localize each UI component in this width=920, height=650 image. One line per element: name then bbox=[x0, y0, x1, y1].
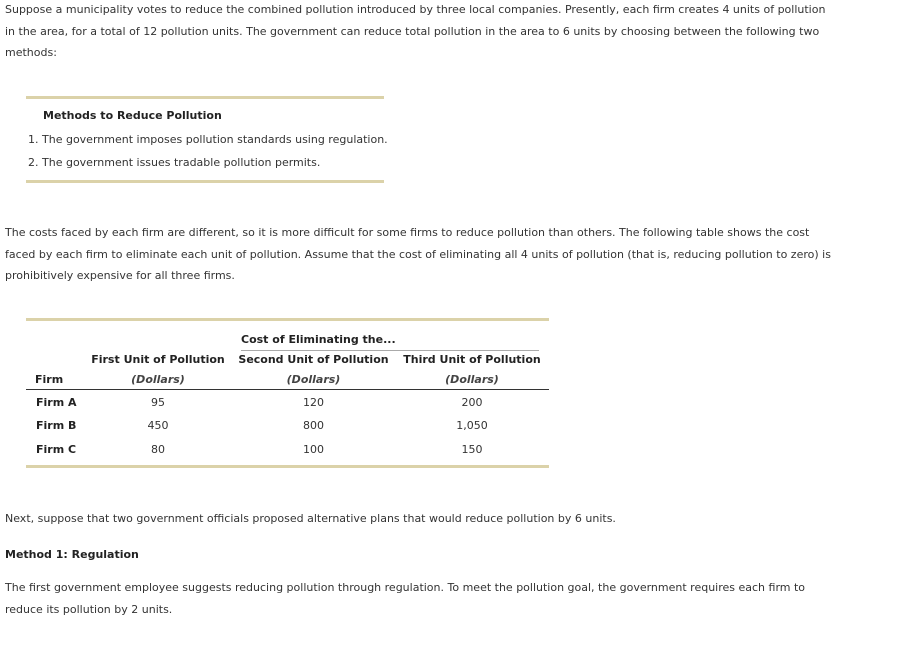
column-unit-third: (Dollars) bbox=[445, 373, 499, 386]
cost-table bbox=[26, 318, 549, 468]
row-firm-c-first: 80 bbox=[151, 443, 165, 456]
methods-title: Methods to Reduce Pollution bbox=[43, 109, 222, 122]
next-paragraph: Next, suppose that two government officials proposed alternative plans that would reduce pollution by 6 units. bbox=[5, 512, 616, 525]
list-item bbox=[28, 132, 388, 155]
list-item-number: 2. bbox=[28, 156, 39, 169]
cost-group-header: Cost of Eliminating the... bbox=[241, 333, 539, 351]
column-header-second-unit: Second Unit of Pollution bbox=[238, 353, 389, 366]
method1-text: The first government employee suggests reducing pollution through regulation. To meet the pollution goal, the government requires each firm to reduce its pollution by 2 units. bbox=[5, 581, 806, 616]
costs-paragraph: The costs faced by each firm are different, so it is more difficult for some firms to reduce pollution than others. The following table shows the cost faced by each firm to eliminate each unit of pollution. Assume that the cost of eliminating all 4 units of pollution (that is, reducing pollution to zero) is prohibitively expensive for all three firms. bbox=[5, 226, 831, 282]
methods-list bbox=[28, 132, 388, 178]
column-header-third-unit: Third Unit of Pollution bbox=[403, 353, 541, 366]
methods-box bbox=[26, 96, 388, 183]
row-firm-b-name: Firm B bbox=[36, 419, 77, 432]
row-firm-a-first: 95 bbox=[151, 396, 165, 409]
row-firm-a-name: Firm A bbox=[36, 396, 77, 409]
row-firm-c-second: 100 bbox=[303, 443, 324, 456]
header-divider bbox=[26, 389, 549, 390]
row-firm-b-first: 450 bbox=[147, 419, 169, 432]
column-header-first-unit: First Unit of Pollution bbox=[91, 353, 225, 366]
column-header-firm: Firm bbox=[35, 373, 64, 386]
row-firm-c-third: 150 bbox=[461, 443, 483, 456]
row-firm-a-third: 200 bbox=[461, 396, 483, 409]
list-item-text: The government issues tradable pollution permits. bbox=[42, 156, 321, 169]
list-item-text: The government imposes pollution standards using regulation. bbox=[42, 133, 388, 146]
list-item bbox=[28, 155, 388, 178]
row-firm-c-name: Firm C bbox=[36, 443, 77, 456]
column-unit-second: (Dollars) bbox=[286, 373, 341, 386]
row-firm-b-second: 800 bbox=[303, 419, 324, 432]
list-item-number: 1. bbox=[28, 133, 39, 146]
column-unit-first: (Dollars) bbox=[131, 373, 185, 386]
row-firm-b-third: 1,050 bbox=[456, 419, 488, 432]
method1-heading: Method 1: Regulation bbox=[5, 548, 139, 561]
row-firm-a-second: 120 bbox=[303, 396, 324, 409]
intro-paragraph: Suppose a municipality votes to reduce the combined pollution introduced by three local companies. Presently, each firm creates 4 units of pollution in the area, for a total of 12 pollution units. The government can reduce total pollution in the area to 6 units by choosing between the following two methods: bbox=[5, 3, 826, 59]
